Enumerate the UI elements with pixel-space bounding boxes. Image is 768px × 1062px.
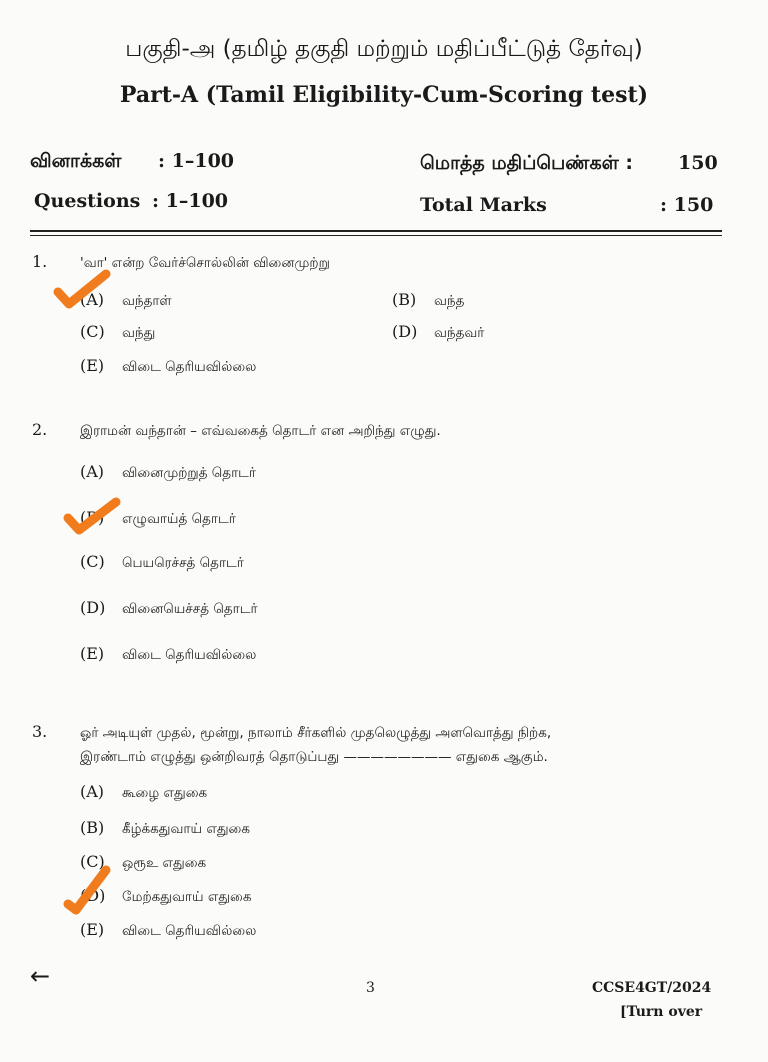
page-number: 3 [366, 980, 375, 996]
option-label: (A) [80, 462, 105, 481]
checkmark-icon [62, 864, 114, 916]
option-label: (A) [80, 782, 105, 801]
option-b[interactable] [80, 818, 250, 839]
option-label: (B) [80, 508, 105, 527]
total-marks-label-english: Total Marks [420, 194, 547, 216]
title-english: Part-A (Tamil Eligibility-Cum-Scoring test) [119, 82, 649, 108]
header-rule-thin [30, 235, 722, 236]
option-label: (C) [80, 852, 105, 871]
question-text: 'வா' என்ற வேர்ச்சொல்லின் வினைமுற்று [80, 255, 330, 271]
option-text: வந்து [122, 325, 156, 341]
total-marks-value-tamil: 150 [678, 152, 718, 174]
option-text: பெயரெச்சத் தொடர் [122, 555, 244, 571]
option-e[interactable] [80, 644, 256, 665]
question-number: 2. [32, 420, 48, 439]
question-text: இராமன் வந்தான் – எவ்வகைத் தொடர் என அறிந்து எழுது. [80, 423, 441, 439]
option-text: கீழ்க்கதுவாய் எதுகை [122, 821, 250, 837]
option-label: (A) [80, 290, 105, 309]
checkmark-icon [52, 268, 112, 310]
option-label: (D) [392, 322, 418, 341]
turn-over-note: [Turn over [620, 1004, 703, 1020]
option-b[interactable] [392, 290, 464, 311]
paper-code: CCSE4GT/2024 [592, 980, 712, 996]
total-marks-label-tamil: மொத்த மதிப்பெண்கள் : [420, 152, 633, 174]
question-number: 3. [32, 722, 48, 741]
option-d[interactable] [392, 322, 484, 343]
option-text: விடை தெரியவில்லை [122, 359, 257, 375]
option-label: (C) [80, 322, 105, 341]
question-text-line-2: இரண்டாம் எழுத்து ஒன்றிவரத் தொடுப்பது ———————— எதுகை ஆகும். [80, 749, 548, 765]
option-a[interactable] [80, 782, 207, 803]
question-text-line-1: ஓர் அடியுள் முதல், மூன்று, நாலாம் சீர்களில் முதலெழுத்து அளவொத்து நிற்க, [80, 725, 552, 741]
option-e[interactable] [80, 920, 256, 941]
option-e[interactable] [80, 356, 256, 377]
option-a[interactable] [80, 462, 256, 483]
question-number: 1. [32, 252, 48, 271]
option-text: ஒரூஉ எதுகை [122, 855, 207, 871]
title-tamil: பகுதி-அ (தமிழ் தகுதி மற்றும் மதிப்பீட்டுத் தேர்வு) [125, 36, 643, 62]
option-text: மேற்கதுவாய் எதுகை [122, 889, 252, 905]
option-c[interactable] [80, 322, 155, 343]
option-text: கூழை எதுகை [122, 785, 208, 801]
option-label: (E) [80, 356, 105, 375]
back-arrow-icon: ← [30, 962, 51, 990]
option-label: (C) [80, 552, 105, 571]
option-text: வினைமுற்றுத் தொடர் [122, 465, 256, 481]
option-text: வினையெச்சத் தொடர் [122, 601, 258, 617]
option-label: (E) [80, 644, 105, 663]
questions-label-tamil: வினாக்கள் [30, 150, 122, 172]
option-label: (D) [80, 886, 106, 905]
questions-range-tamil: : 1–100 [158, 150, 235, 172]
option-label: (E) [80, 920, 105, 939]
option-text: வந்தவர் [434, 325, 485, 341]
option-text: எழுவாய்த் தொடர் [122, 511, 236, 527]
option-label: (B) [392, 290, 417, 309]
total-marks-value-english: : 150 [660, 194, 714, 216]
option-text: விடை தெரியவில்லை [122, 647, 257, 663]
questions-range-english: : 1–100 [152, 190, 229, 212]
header-rule-thick [30, 230, 722, 232]
option-label: (D) [80, 598, 106, 617]
option-text: விடை தெரியவில்லை [122, 923, 257, 939]
option-text: வந்த [434, 293, 465, 309]
checkmark-icon [62, 496, 122, 538]
option-d[interactable] [80, 598, 258, 619]
option-c[interactable] [80, 552, 244, 573]
questions-label-english: Questions [34, 190, 141, 212]
option-text: வந்தாள் [122, 293, 172, 309]
option-label: (B) [80, 818, 105, 837]
